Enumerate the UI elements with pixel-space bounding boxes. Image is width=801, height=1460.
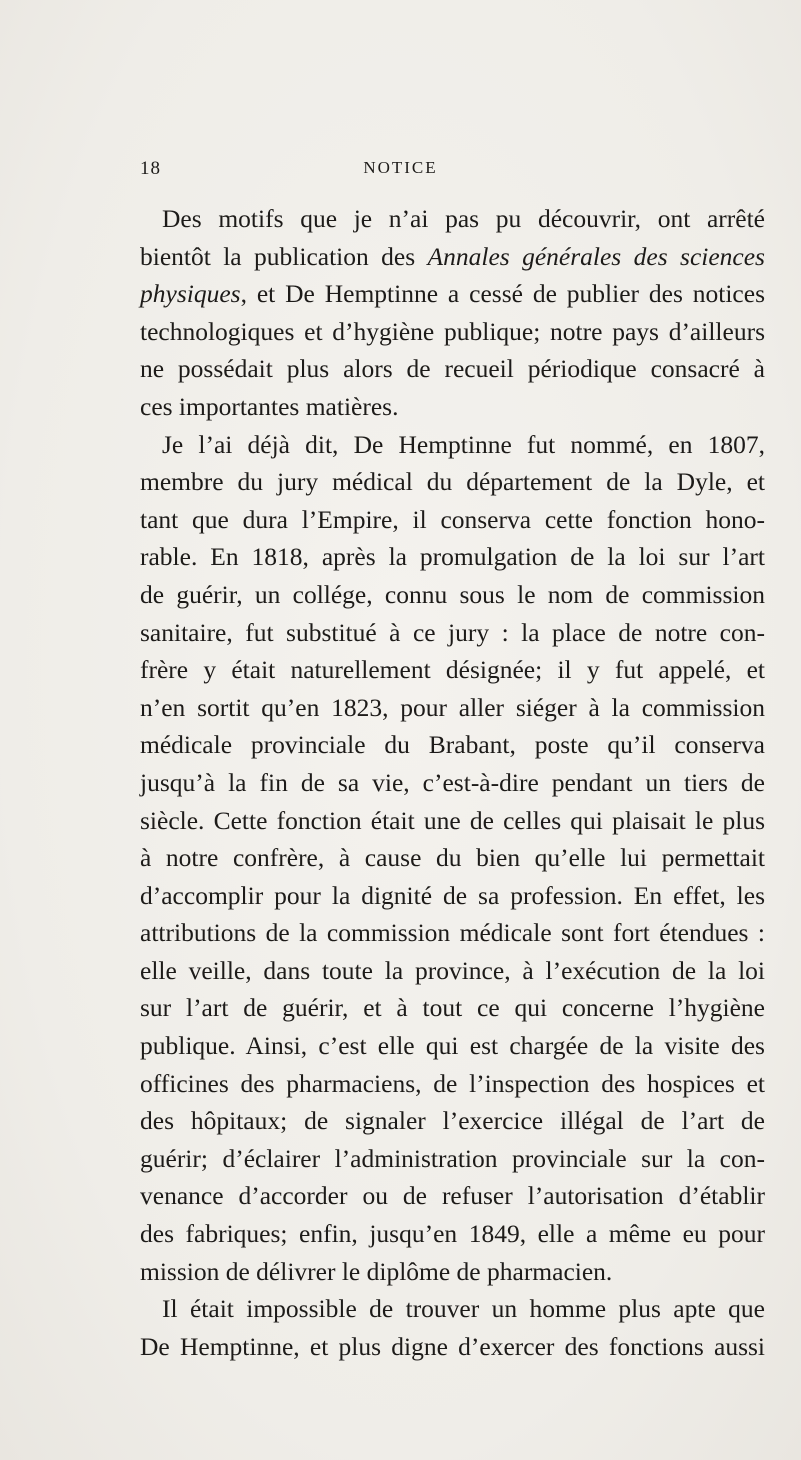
- line-text: jusqu’à la fin de sa vie, c’est-à-dire pendant un tiers de: [140, 767, 765, 797]
- line-text: ces importantes matières.: [140, 391, 399, 421]
- text-line: [140, 1215, 765, 1253]
- text-line: [140, 275, 765, 313]
- line-text: sanitaire, fut substitué à ce jury : la place de notre con-: [140, 617, 765, 647]
- text-line: [140, 1027, 765, 1065]
- text-line: [140, 726, 765, 764]
- text-line: [140, 1102, 765, 1140]
- line-text: technologiques et d’hygiène publique; notre pays d’ailleurs: [140, 316, 765, 346]
- text-line: [140, 1328, 765, 1366]
- line-text: officines des pharmaciens, de l’inspection des hospices et: [140, 1068, 765, 1098]
- running-head: NOTICE: [363, 158, 438, 177]
- line-text: de guérir, un collége, connu sous le nom de commission: [140, 579, 765, 609]
- line-text: , et De Hemptinne a cessé de publier des notices: [240, 279, 765, 309]
- line-text: d’accomplir pour la dignité de sa profession. En effet, les: [140, 880, 765, 910]
- text-line: [140, 1065, 765, 1103]
- line-text: elle veille, dans toute la province, à l’exécution de la loi: [140, 955, 765, 985]
- text-line: [140, 1140, 765, 1178]
- line-text: sur l’art de guérir, et à tout ce qui concerne l’hygiène: [140, 993, 765, 1023]
- line-text: des fabriques; enfin, jusqu’en 1849, elle a même eu pour: [140, 1219, 765, 1249]
- page-header: [0, 158, 801, 188]
- line-text: des hôpitaux; de signaler l’exercice illégal de l’art de: [140, 1106, 765, 1136]
- line-text: rable. En 1818, après la promulgation de la loi sur l’art: [140, 542, 765, 572]
- text-line: [140, 388, 765, 426]
- line-text: attributions de la commission médicale sont fort étendues :: [140, 918, 765, 948]
- line-text: mission de délivrer le diplôme de pharmacien.: [140, 1256, 613, 1286]
- line-text: médicale provinciale du Brabant, poste qu’il conserva: [140, 730, 765, 760]
- text-line: [140, 651, 765, 689]
- line-text: n’en sortit qu’en 1823, pour aller siéger à la commission: [140, 692, 765, 722]
- text-line: [140, 350, 765, 388]
- text-line: [140, 1177, 765, 1215]
- line-text: siècle. Cette fonction était une de celles qui plaisait le plus: [140, 805, 765, 835]
- line-text: guérir; d’éclairer l’administration provinciale sur la con-: [140, 1143, 765, 1173]
- text-line: [140, 538, 765, 576]
- text-line: [140, 1253, 765, 1291]
- text-line: [140, 200, 765, 238]
- italic-text: Annales générales des sciences: [427, 241, 765, 271]
- line-text: tant que dura l’Empire, il conserva cette fonction hono-: [140, 504, 765, 534]
- line-text: ne possédait plus alors de recueil périodique consacré à: [140, 354, 765, 384]
- line-text: membre du jury médical du département de la Dyle, et: [140, 467, 765, 497]
- text-line: [140, 463, 765, 501]
- text-line: [140, 914, 765, 952]
- text-line: [140, 877, 765, 915]
- text-line: [140, 614, 765, 652]
- line-text: Des motifs que je n’ai pas pu découvrir, ont arrêté: [162, 204, 765, 233]
- text-line: [140, 764, 765, 802]
- text-line: [140, 989, 765, 1027]
- line-text: Il était impossible de trouver un homme plus apte que: [162, 1294, 765, 1324]
- page-number: 18: [140, 158, 161, 179]
- line-text: bientôt la publication des: [140, 241, 428, 271]
- line-text: Je l’ai déjà dit, De Hemptinne fut nommé, en 1807,: [162, 429, 765, 459]
- line-text: frère y était naturellement désignée; il y fut appelé, et: [140, 655, 765, 685]
- line-text: à notre confrère, à cause du bien qu’elle lui permettait: [140, 843, 765, 873]
- text-line: [140, 576, 765, 614]
- text-line: [140, 313, 765, 351]
- text-line: [140, 952, 765, 990]
- line-text: De Hemptinne, et plus digne d’exercer des fonctions aussi: [140, 1331, 765, 1361]
- text-line: [140, 501, 765, 539]
- line-text: venance d’accorder ou de refuser l’autorisation d’établir: [140, 1181, 765, 1211]
- text-line: [140, 238, 765, 276]
- italic-text: physiques: [140, 279, 241, 309]
- body-text: [140, 200, 765, 1365]
- line-text: publique. Ainsi, c’est elle qui est chargée de la visite des: [140, 1031, 765, 1061]
- text-line: [140, 839, 765, 877]
- text-line: [140, 689, 765, 727]
- text-line: [140, 802, 765, 840]
- text-line: [140, 1290, 765, 1328]
- text-line: [140, 426, 765, 464]
